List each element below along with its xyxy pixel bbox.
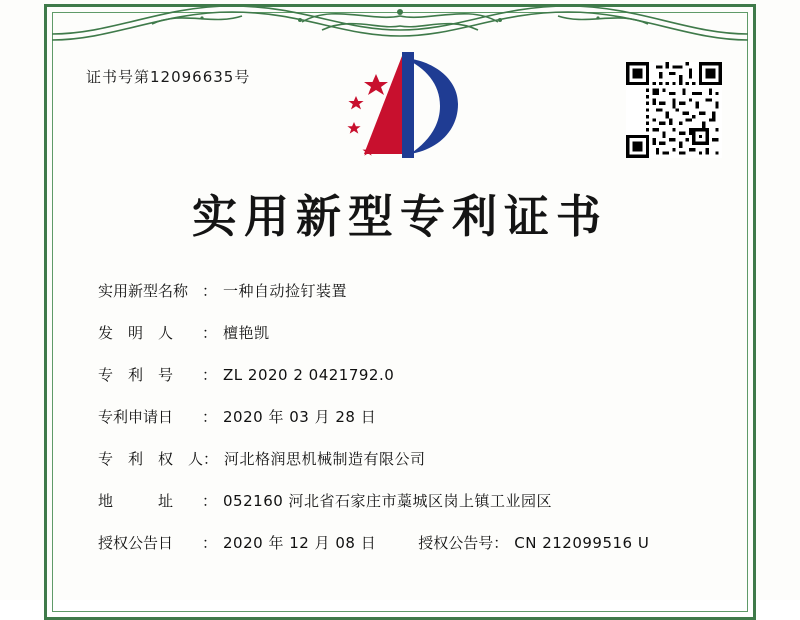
- field-label-grant-date: 授权公告日: [98, 534, 174, 552]
- field-value-announcement-number: CN 212099516 U: [514, 534, 650, 552]
- field-row-application-date: [98, 406, 720, 427]
- field-label: 发 明 人: [98, 324, 174, 342]
- field-label: 专利申请日: [98, 408, 174, 426]
- field-row-utility-model-name: [98, 280, 720, 301]
- field-value: 河北格润思机械制造有限公司: [224, 450, 426, 468]
- field-row-patentee: [98, 448, 720, 469]
- field-separator: ：: [202, 408, 218, 426]
- patent-field-list: [98, 280, 720, 553]
- field-value: 2020 年 03 月 28 日: [223, 408, 377, 426]
- field-row-inventor: [98, 322, 720, 343]
- field-separator: ：: [202, 366, 218, 384]
- field-label-announcement-number: 授权公告号: [418, 534, 494, 552]
- field-label: 专 利 号: [98, 366, 174, 384]
- field-row-patent-number: [98, 364, 720, 385]
- field-value: 檀艳凯: [223, 324, 270, 342]
- page-title: 实用新型专利证书: [191, 190, 608, 243]
- grant-announcement-number-group: [418, 532, 649, 553]
- field-value: 一种自动捡钉装置: [223, 282, 348, 300]
- field-separator: ：: [493, 534, 509, 552]
- patent-office-emblem: [340, 50, 470, 165]
- field-separator: ：: [203, 450, 219, 468]
- field-separator: ：: [202, 534, 218, 552]
- field-label: 地 址: [98, 492, 174, 510]
- field-separator: ：: [202, 492, 218, 510]
- field-label: 实用新型名称: [98, 282, 189, 300]
- field-label: 专 利 权 人: [98, 450, 204, 468]
- ornamental-header-band: [52, 0, 748, 46]
- field-separator: ：: [202, 324, 218, 342]
- field-value-grant-date: 2020 年 12 月 08 日: [223, 534, 377, 552]
- field-row-address: [98, 490, 720, 511]
- field-separator: ：: [202, 282, 218, 300]
- field-value: ZL 2020 2 0421792.0: [223, 366, 395, 384]
- qr-code: [626, 62, 722, 158]
- field-value: 052160 河北省石家庄市藁城区岗上镇工业园区: [223, 492, 553, 510]
- certificate-serial-number: 证书号第12096635号: [86, 68, 251, 86]
- field-row-grant-announcement: [98, 532, 720, 553]
